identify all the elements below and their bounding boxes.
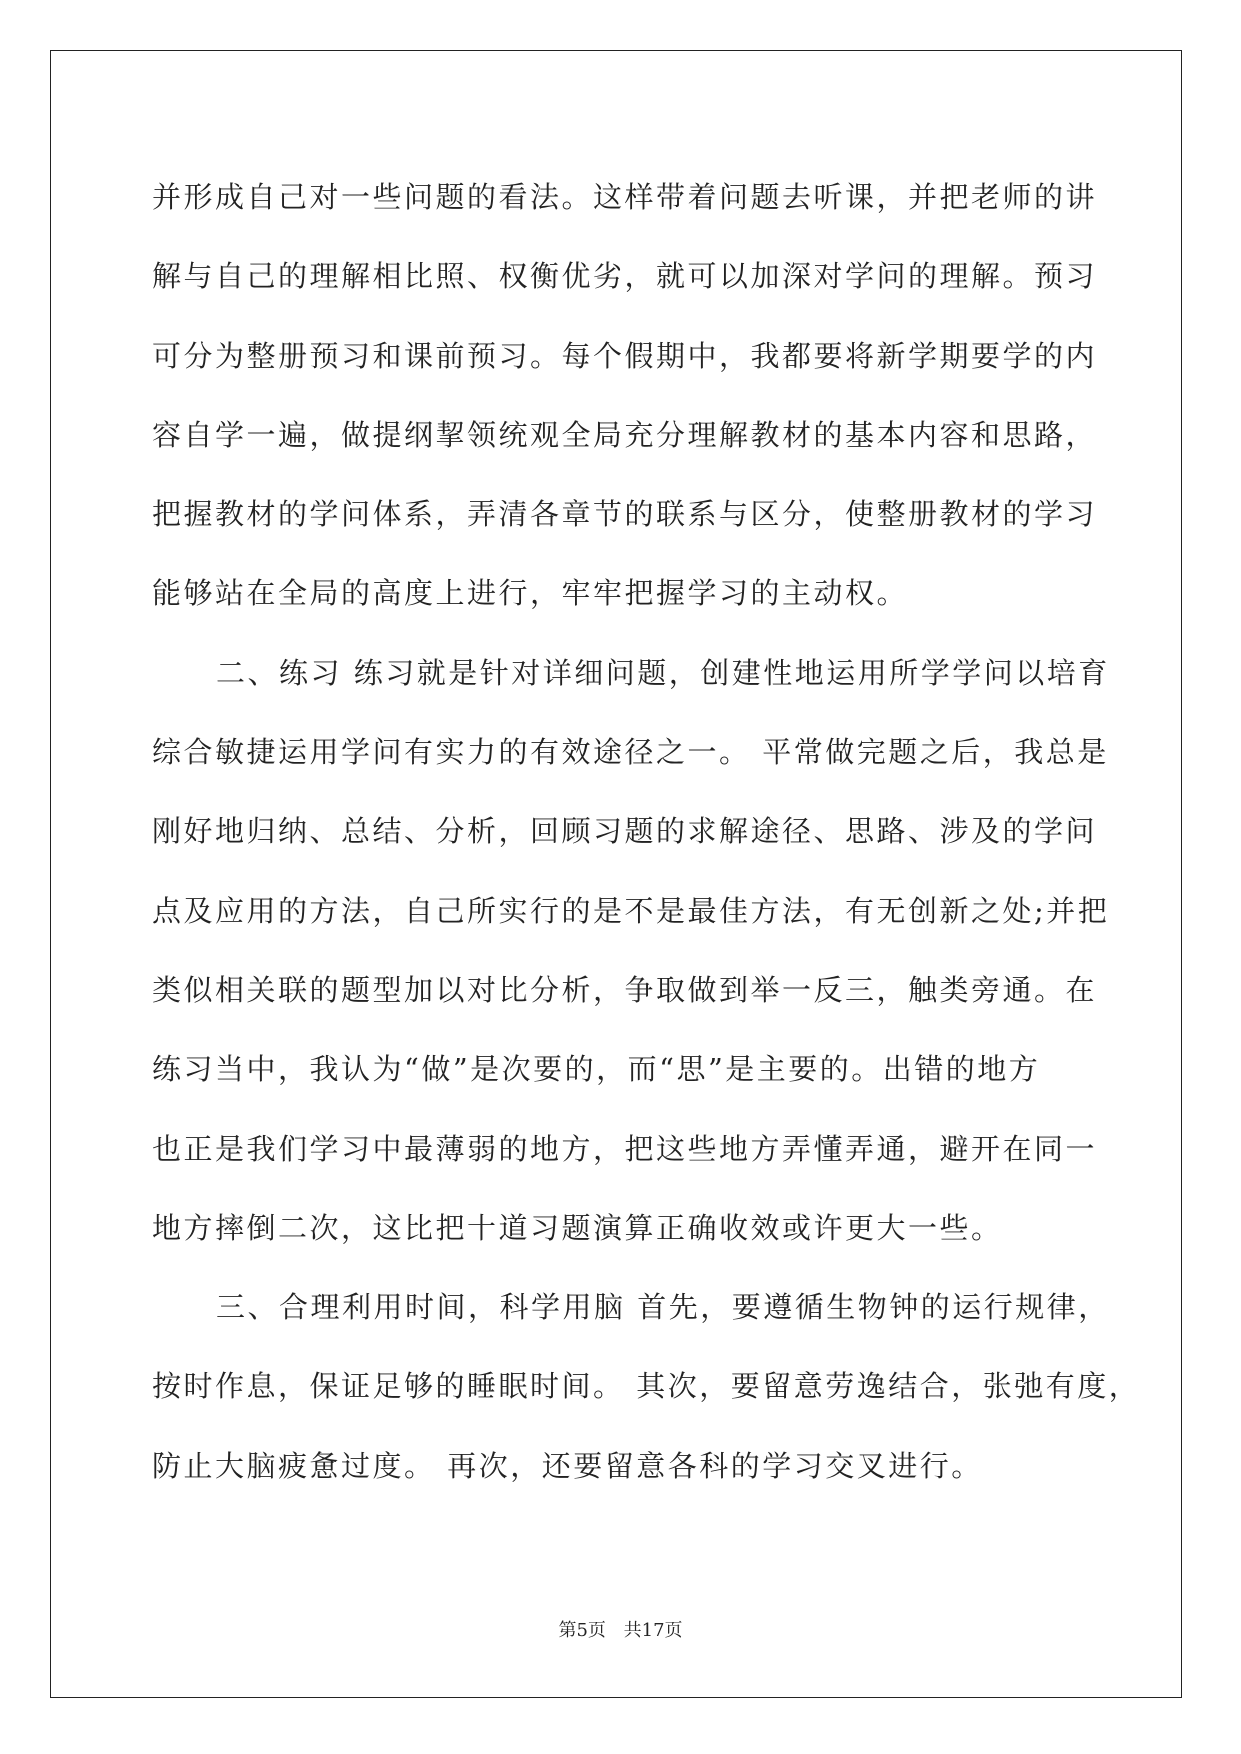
text-line: 刚好地归纳、总结、分析，回顾习题的求解途径、思路、涉及的学问	[152, 814, 1098, 849]
text-line: 类似相关联的题型加以对比分析，争取做到举一反三，触类旁通。在	[152, 972, 1098, 1007]
paragraph-start-line: 二、练习 练习就是针对详细问题，创建性地运用所学学问以培育	[216, 655, 1110, 690]
text-line: 地方摔倒二次，这比把十道习题演算正确收效或许更大一些。	[152, 1210, 1003, 1245]
text-line: 也正是我们学习中最薄弱的地方，把这些地方弄懂弄通，避开在同一	[152, 1131, 1098, 1166]
text-line: 容自学一遍，做提纲挈领统观全局充分理解教材的基本内容和思路，	[152, 417, 1098, 452]
paragraph-start-line: 三、合理利用时间，科学用脑 首先，要遵循生物钟的运行规律，	[216, 1290, 1110, 1325]
text-line: 把握教材的学问体系，弄清各章节的联系与区分，使整册教材的学习	[152, 497, 1098, 532]
text-line: 防止大脑疲惫过度。 再次，还要留意各科的学习交叉进行。	[152, 1448, 983, 1483]
page-total: 共17页	[623, 1620, 683, 1641]
text-line: 可分为整册预习和课前预习。每个假期中，我都要将新学期要学的内	[152, 338, 1098, 373]
document-body	[152, 158, 1141, 1506]
text-line: 解与自己的理解相比照、权衡优劣，就可以加深对学问的理解。预习	[152, 259, 1098, 294]
text-line: 综合敏捷运用学问有实力的有效途径之一。 平常做完题之后，我总是	[152, 735, 1109, 770]
page-footer	[0, 1616, 1241, 1642]
text-line: 练习当中，我认为“做”是次要的，而“思”是主要的。出错的地方	[152, 1052, 1041, 1087]
text-line: 能够站在全局的高度上进行，牢牢把握学习的主动权。	[152, 576, 909, 611]
text-line: 点及应用的方法，自己所实行的是不是最佳方法，有无创新之处;并把	[152, 893, 1110, 928]
text-line: 并形成自己对一些问题的看法。这样带着问题去听课，并把老师的讲	[152, 180, 1098, 214]
page-number: 第5页	[558, 1620, 606, 1641]
text-line: 按时作息，保证足够的睡眠时间。 其次，要留意劳逸结合，张弛有度，	[152, 1369, 1141, 1404]
